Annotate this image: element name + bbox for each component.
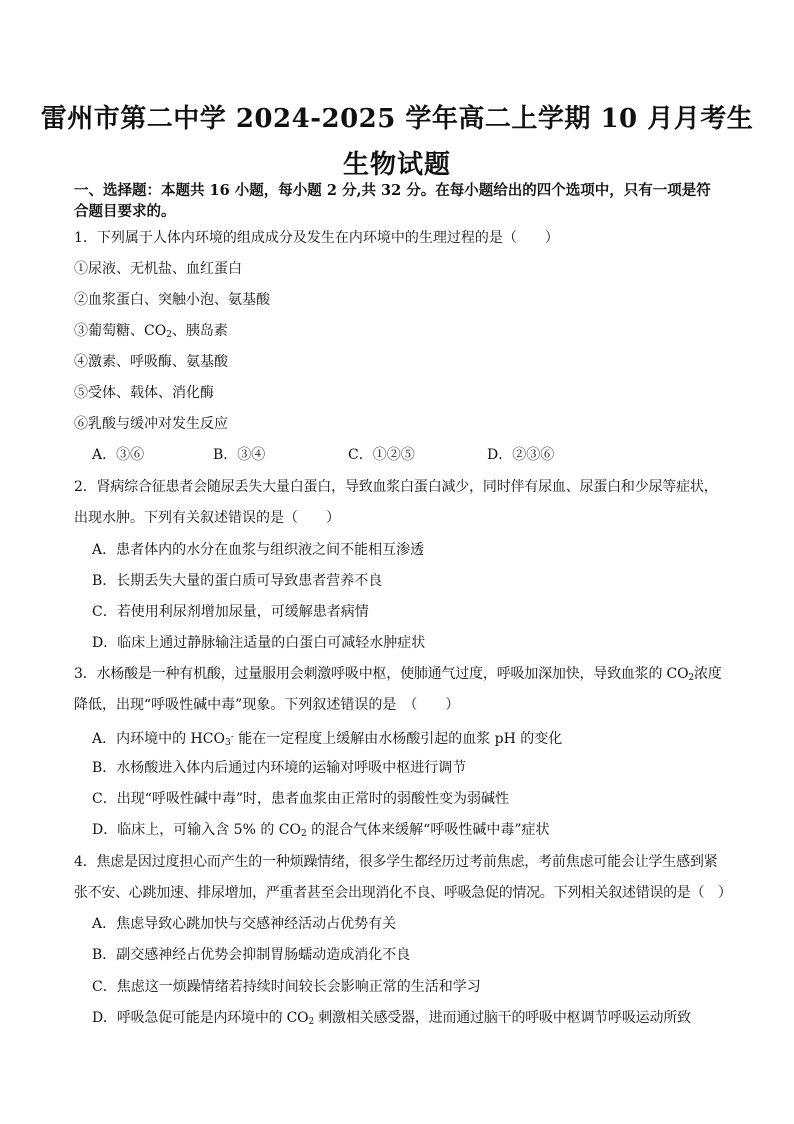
subscript-2: 2 — [308, 1017, 314, 1027]
question-1-item-3-text-b: 、胰岛素 — [171, 323, 228, 339]
question-1-option-d[interactable]: D．②③⑥ — [487, 447, 555, 463]
question-3-stem-line-2: 降低，出现“呼吸性碱中毒”现象。下列叙述错误的是 （ ） — [74, 697, 460, 713]
question-1-item-4: ④激素、呼吸酶、氨基酸 — [74, 354, 228, 370]
superscript-minus: - — [230, 732, 234, 742]
question-2-stem-line-2: 出现水肿。下列有关叙述错误的是（ ） — [74, 510, 340, 526]
question-1-item-6: ⑥乳酸与缓冲对发生反应 — [74, 416, 228, 432]
exam-title: 雷州市第二中学 2024-2025 学年高二上学期 10 月月考生 — [40, 104, 754, 134]
question-2-option-d[interactable]: D．临床上通过静脉输注适量的白蛋白可减轻水肿症状 — [92, 635, 426, 651]
question-1-option-a[interactable]: A．③⑥ — [92, 447, 145, 463]
section-heading: 一、选择题：本题共 16 小题，每小题 2 分,共 32 分。在每小题给出的四个选项中，只有一项是符合题目要求的。 — [74, 182, 711, 220]
subscript-2: 2 — [166, 330, 172, 340]
question-1-options — [0, 445, 794, 465]
question-1-item-3 — [74, 321, 228, 345]
subscript-2: 2 — [300, 829, 307, 839]
question-2-option-a[interactable]: A．患者体内的水分在血浆与组织液之间不能相互渗透 — [92, 542, 425, 558]
question-4-stem-line-2: 张不安、心跳加速、排尿增加，严重者甚至会出现消化不良、呼吸急促的情况。下列相关叙述错误的是（ ） — [74, 885, 732, 901]
question-3-stem-text-b: 浓度 — [693, 666, 722, 682]
question-3-option-b[interactable]: B．水杨酸进入体内后通过内环境的运输对呼吸中枢进行调节 — [92, 760, 467, 776]
question-3-stem-text-a: 3．水杨酸是一种有机酸，过量服用会刺激呼吸中枢，使肺通气过度，呼吸加深加快，导致血浆的 CO — [74, 666, 689, 682]
question-4-option-d[interactable] — [92, 1008, 691, 1032]
question-4-stem-line-1: 4．焦虑是因过度担心而产生的一种烦躁情绪，很多学生都经历过考前焦虑，考前焦虑可能会让学生感到紧 — [74, 854, 718, 870]
question-3-option-d-text-b: 的混合气体来缓解“呼吸性碱中毒”症状 — [306, 822, 550, 838]
question-3-option-d-text-a: D．临床上，可输入含 5% 的 CO — [92, 822, 301, 838]
question-3-option-c[interactable]: C．出现“呼吸性碱中毒”时，患者血浆由正常时的弱酸性变为弱碱性 — [92, 791, 510, 807]
subscript-3: 3 — [224, 738, 231, 748]
question-2-option-b[interactable]: B．长期丢失大量的蛋白质可导致患者营养不良 — [92, 573, 383, 589]
question-3-option-a[interactable] — [92, 727, 562, 753]
question-2-stem-line-1: 2．肾病综合征患者会随尿丢失大量白蛋白，导致血浆白蛋白减少，同时伴有尿血、尿蛋白和少尿等症状， — [74, 479, 718, 495]
question-4-option-d-text-b: 刺激相关感受器，进而通过脑干的呼吸中枢调节呼吸运动所致 — [314, 1010, 691, 1026]
question-4-option-d-text-a: D．呼吸急促可能是内环境中的 CO — [92, 1010, 309, 1026]
question-3-stem-line-1 — [74, 664, 722, 688]
question-1-option-b[interactable]: B．③④ — [213, 447, 266, 463]
question-2-option-c[interactable]: C．若使用利尿剂增加尿量，可缓解患者病情 — [92, 604, 369, 620]
question-1-item-1: ①尿液、无机盐、血红蛋白 — [74, 261, 242, 277]
question-1-item-3-text-a: ③葡萄糖、CO — [74, 323, 167, 339]
question-1-item-5: ⑤受体、载体、消化酶 — [74, 385, 214, 401]
question-4-option-c[interactable]: C．焦虑这一烦躁情绪若持续时间较长会影响正常的生活和学习 — [92, 979, 481, 995]
question-4-option-b[interactable]: B．副交感神经占优势会抑制胃肠蠕动造成消化不良 — [92, 947, 411, 963]
question-3-option-d[interactable] — [92, 820, 549, 844]
question-1-item-2: ②血浆蛋白、突触小泡、氨基酸 — [74, 292, 270, 308]
question-3-option-a-text-a: A．内环境中的 HCO — [92, 731, 225, 747]
subscript-2: 2 — [688, 673, 694, 683]
question-1-stem: 1．下列属于人体内环境的组成成分及发生在内环境中的生理过程的是（ ） — [74, 230, 559, 246]
question-1-option-c[interactable]: C．①②⑤ — [348, 447, 415, 463]
question-4-option-a[interactable]: A．焦虑导致心跳加快与交感神经活动占优势有关 — [92, 916, 397, 932]
question-3-option-a-text-b: 能在一定程度上缓解由水杨酸引起的血浆 pH 的变化 — [233, 731, 563, 747]
exam-subject-title: 生物试题 — [342, 150, 451, 180]
